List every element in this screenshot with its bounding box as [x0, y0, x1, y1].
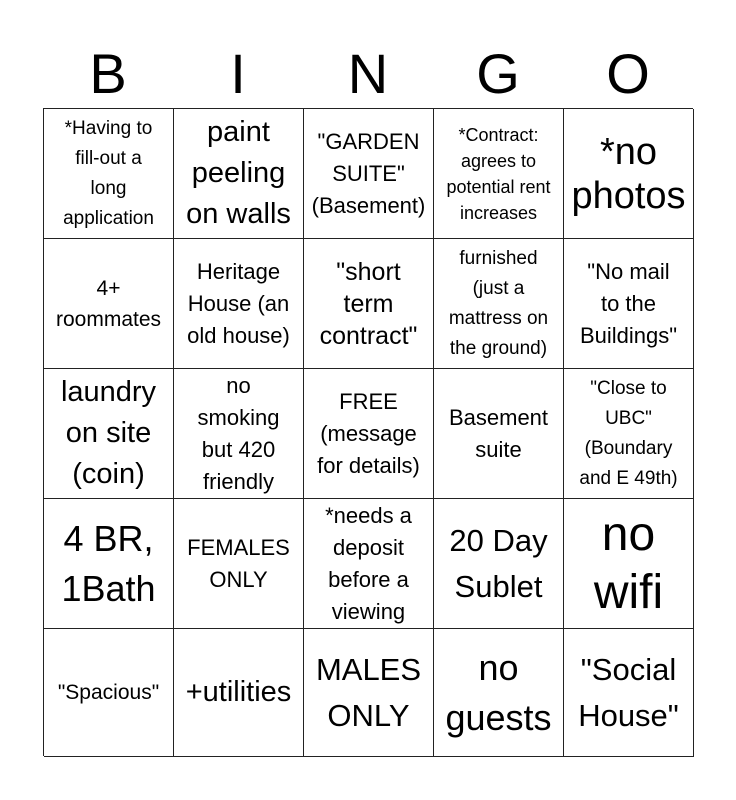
bingo-cell-r2-c3[interactable]: "short term contract" [304, 239, 434, 369]
bingo-cell-r2-c4[interactable]: furnished (just a mattress on the ground) [434, 239, 564, 369]
bingo-board [43, 108, 693, 756]
bingo-cell-r1-c2[interactable]: paint peeling on walls [174, 109, 304, 239]
bingo-cell-r3-c2[interactable]: no smoking but 420 friendly [174, 369, 304, 499]
bingo-cell-r5-c2[interactable]: +utilities [174, 629, 304, 757]
bingo-cell-r3-c5[interactable]: "Close to UBC" (Boundary and E 49th) [564, 369, 694, 499]
bingo-cell-r2-c5[interactable]: "No mail to the Buildings" [564, 239, 694, 369]
header-letter-o: O [606, 42, 650, 105]
bingo-cell-r3-c1[interactable]: laundry on site (coin) [44, 369, 174, 499]
header-letter-n: N [347, 42, 389, 105]
bingo-cell-r5-c5[interactable]: "Social House" [564, 629, 694, 757]
bingo-header [43, 40, 693, 108]
bingo-cell-r3-c3[interactable]: FREE (message for details) [304, 369, 434, 499]
bingo-cell-r4-c5[interactable]: no wifi [564, 499, 694, 629]
bingo-cell-r5-c4[interactable]: no guests [434, 629, 564, 757]
bingo-cell-r1-c5[interactable]: *no photos [564, 109, 694, 239]
bingo-cell-r1-c3[interactable]: "GARDEN SUITE" (Basement) [304, 109, 434, 239]
header-letter-g: G [476, 42, 520, 105]
bingo-cell-r4-c1[interactable]: 4 BR, 1Bath [44, 499, 174, 629]
bingo-cell-r1-c1[interactable]: *Having to fill-out a long application [44, 109, 174, 239]
bingo-cell-r4-c4[interactable]: 20 Day Sublet [434, 499, 564, 629]
bingo-cell-r5-c1[interactable]: "Spacious" [44, 629, 174, 757]
bingo-cell-r2-c1[interactable]: 4+ roommates [44, 239, 174, 369]
bingo-cell-r4-c2[interactable]: FEMALES ONLY [174, 499, 304, 629]
bingo-cell-r2-c2[interactable]: Heritage House (an old house) [174, 239, 304, 369]
bingo-cell-r4-c3[interactable]: *needs a deposit before a viewing [304, 499, 434, 629]
header-letter-b: B [89, 42, 127, 105]
bingo-cell-r3-c4[interactable]: Basement suite [434, 369, 564, 499]
header-letter-i: I [230, 42, 246, 105]
bingo-cell-r5-c3[interactable]: MALES ONLY [304, 629, 434, 757]
bingo-cell-r1-c4[interactable]: *Contract: agrees to potential rent increases [434, 109, 564, 239]
